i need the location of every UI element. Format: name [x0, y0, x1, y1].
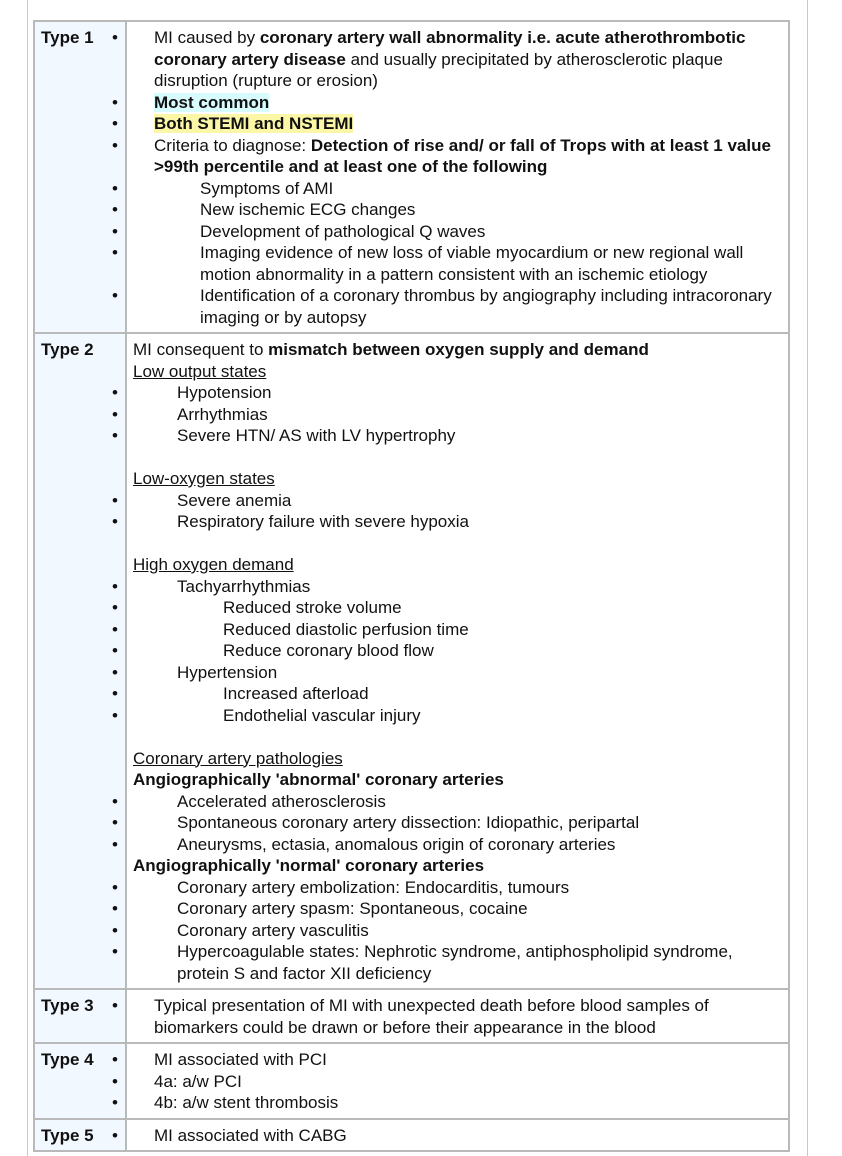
type-description [126, 21, 789, 333]
paragraph [133, 468, 782, 490]
paragraph [133, 748, 782, 770]
text-run: Respiratory failure with severe hypoxia [177, 512, 469, 531]
text-run: Detection of rise and/ or fall of Trops with at least 1 value >99th percentile and at least one of the following [154, 135, 771, 176]
text-run: coronary artery wall abnormality i.e. acute atherothrombotic coronary artery disease [154, 28, 746, 69]
spacer [133, 726, 782, 748]
type-label: Type 3 [34, 989, 126, 1043]
paragraph [133, 361, 782, 383]
bullet-item [133, 178, 782, 200]
bullet-item [133, 92, 782, 114]
text-run: Symptoms of AMI [200, 178, 334, 198]
text-run: Development of pathological Q waves [200, 221, 486, 241]
bullet-item [133, 1049, 782, 1071]
text-run: mismatch between oxygen supply and demand [268, 340, 649, 359]
bullet-item [133, 113, 782, 135]
bullet-item [133, 705, 782, 727]
bullet-item [133, 995, 782, 1038]
bullet-item [133, 619, 782, 641]
bullet-item [133, 382, 782, 404]
table-row [34, 1119, 789, 1152]
mi-types-table [33, 20, 790, 1152]
text-run: New ischemic ECG changes [200, 200, 416, 219]
text-run: Severe anemia [177, 490, 292, 510]
text-run: 4a: a/w PCI [154, 1071, 242, 1091]
text-run: Spontaneous coronary artery dissection: Idiopathic, peripartal [177, 813, 640, 832]
text-run: Identification of a coronary thrombus by angiography including intracoronary imaging or by autopsy [200, 286, 772, 327]
subheading: High oxygen demand [133, 555, 294, 574]
text-run: Arrhythmias [177, 404, 268, 424]
table-row [34, 21, 789, 333]
text-run: Coronary artery vasculitis [177, 920, 369, 940]
paragraph [133, 769, 782, 791]
bullet-item [133, 511, 782, 533]
text-run: Reduce coronary blood flow [223, 641, 434, 660]
bullet-item [133, 920, 782, 942]
type-label: Type 2 [34, 333, 126, 989]
subheading: Low-oxygen states [133, 469, 275, 488]
bullet-item [133, 221, 782, 243]
text-run: Hypertension [177, 662, 278, 682]
text-run: Imaging evidence of new loss of viable myocardium or new regional wall motion abnormality in a pattern consistent with an ischemic etiology [200, 243, 744, 284]
text-run: Hypotension [177, 383, 272, 402]
text-run: Aneurysms, ectasia, anomalous origin of coronary arteries [177, 834, 616, 854]
bullet-item [133, 812, 782, 834]
spacer [133, 533, 782, 555]
text-run: Angiographically 'normal' coronary arteries [133, 856, 485, 875]
bullet-item [133, 1071, 782, 1093]
table-row [34, 989, 789, 1043]
type-label: Type 1 [34, 21, 126, 333]
table-row [34, 333, 789, 989]
bullet-item [133, 285, 782, 328]
text-run: and usually precipitated by atherosclerotic plaque disruption (rupture or erosion) [154, 49, 723, 90]
bullet-item [133, 199, 782, 221]
text-run: MI caused by [154, 28, 260, 47]
text-run: Typical presentation of MI with unexpected death before blood samples of biomarkers could be drawn or before their appearance in the blood [154, 996, 709, 1037]
bullet-item [133, 941, 782, 984]
bullet-item [133, 597, 782, 619]
spacer [133, 447, 782, 469]
bullet-item [133, 1092, 782, 1114]
bullet-item [133, 898, 782, 920]
bullet-item [133, 404, 782, 426]
bullet-item [133, 242, 782, 285]
text-run: Reduced stroke volume [223, 598, 402, 617]
text-run: Endothelial vascular injury [223, 705, 421, 725]
text-run: Severe HTN/ AS with LV hypertrophy [177, 426, 456, 445]
page-right-edge [807, 0, 808, 1156]
bullet-item [133, 791, 782, 813]
bullet-item [133, 640, 782, 662]
text-run: Reduced diastolic perfusion time [223, 619, 469, 639]
paragraph [133, 339, 782, 361]
text-run: Hypercoagulable states: Nephrotic syndrome, antiphospholipid syndrome, protein S and factor XII deficiency [177, 942, 733, 983]
text-run: MI consequent to [133, 340, 269, 359]
text-run: Increased afterload [223, 684, 369, 703]
type-description [126, 333, 789, 989]
bullet-item [133, 683, 782, 705]
bullet-item [133, 877, 782, 899]
page-left-edge [27, 0, 28, 1156]
subheading: Low output states [133, 361, 267, 381]
text-run: MI associated with CABG [154, 1125, 347, 1145]
type-label: Type 4 [34, 1043, 126, 1119]
bullet-item [133, 576, 782, 598]
bullet-item [133, 27, 782, 92]
bullet-item [133, 662, 782, 684]
type-description [126, 989, 789, 1043]
paragraph [133, 554, 782, 576]
table-row [34, 1043, 789, 1119]
text-run: Coronary artery embolization: Endocarditis, tumours [177, 877, 570, 897]
type-description [126, 1119, 789, 1152]
bullet-item [133, 425, 782, 447]
type-label: Type 5 [34, 1119, 126, 1152]
type-description [126, 1043, 789, 1119]
text-run: Angiographically 'abnormal' coronary arteries [133, 770, 504, 789]
bullet-item [133, 135, 782, 178]
text-run: MI associated with PCI [154, 1050, 327, 1069]
text-run: Coronary artery spasm: Spontaneous, cocaine [177, 899, 528, 918]
text-run: Tachyarrhythmias [177, 576, 311, 596]
highlighted-text: Most common [154, 92, 270, 112]
subheading: Coronary artery pathologies [133, 748, 343, 768]
bullet-item [133, 490, 782, 512]
bullet-item [133, 834, 782, 856]
text-run: Criteria to diagnose: [154, 135, 311, 155]
highlighted-text: Both STEMI and NSTEMI [154, 114, 354, 133]
bullet-item [133, 1125, 782, 1147]
text-run: 4b: a/w stent thrombosis [154, 1093, 339, 1112]
paragraph [133, 855, 782, 877]
text-run: Accelerated atherosclerosis [177, 791, 386, 811]
